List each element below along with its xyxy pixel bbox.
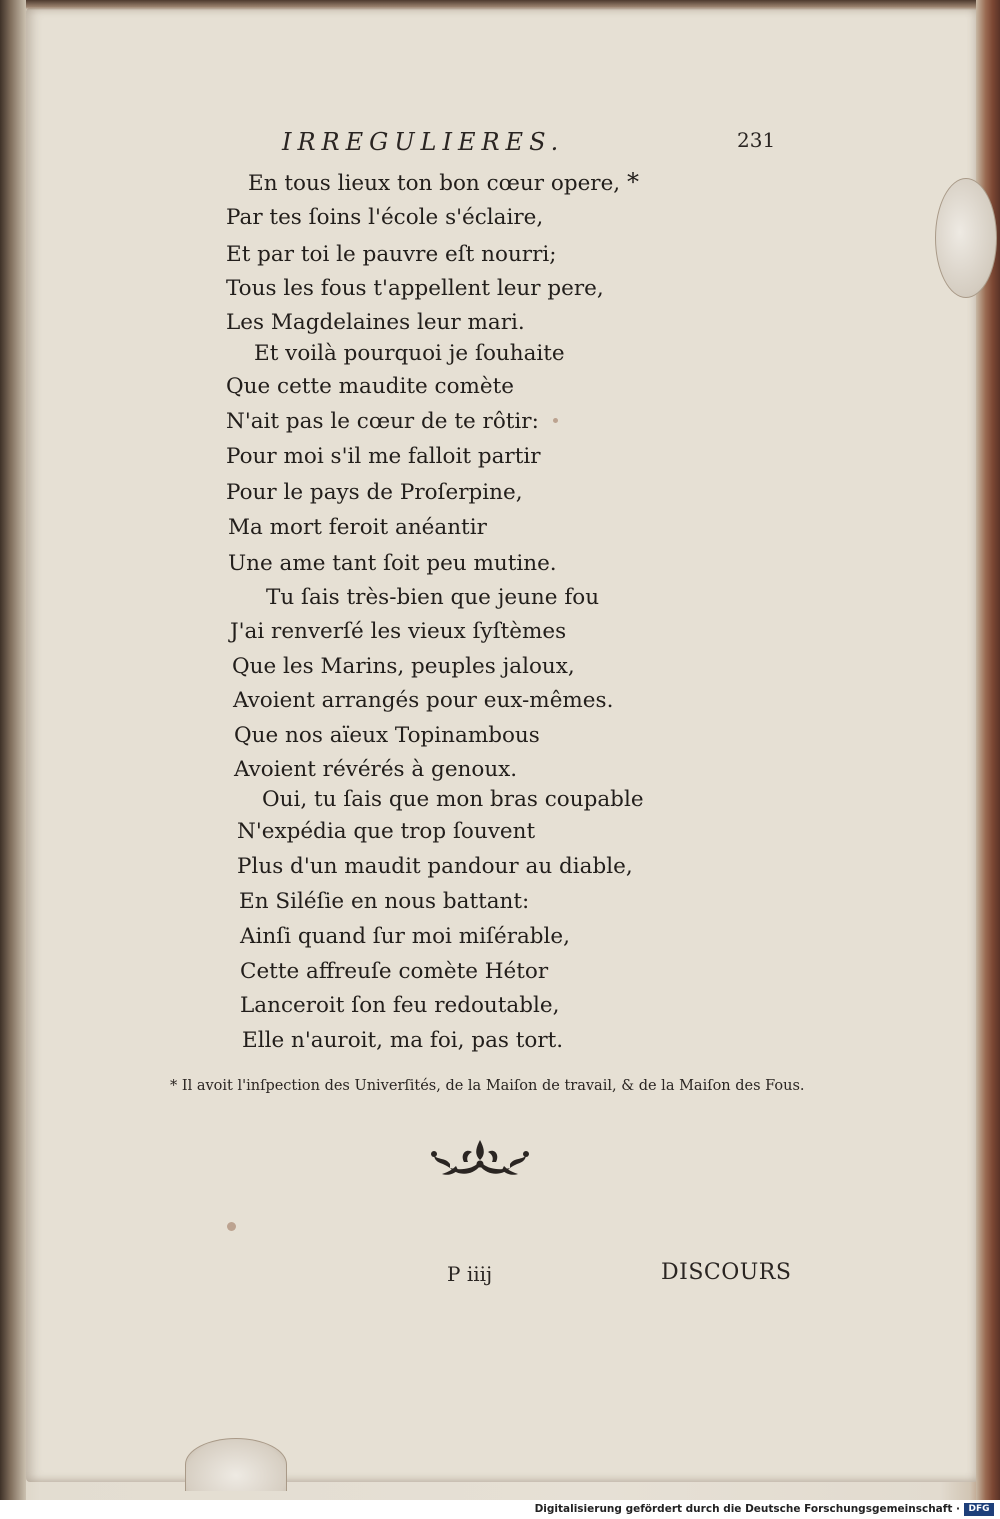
paper-stain <box>227 1222 236 1231</box>
poem-line: Elle n'auroit, ma foi, pas tort. <box>242 1028 564 1053</box>
poem-line: Et voilà pourquoi je ſouhaite <box>254 341 565 366</box>
signature-mark: P iiij <box>447 1262 493 1286</box>
running-title: IRREGULIERES. <box>282 128 565 156</box>
poem-line: Que les Marins, peuples jaloux, <box>232 654 575 679</box>
poem-line: Et par toi le pauvre eſt nourri; <box>226 242 557 267</box>
poem-line: Lanceroit ſon feu redoutable, <box>240 993 560 1018</box>
poem-line: En Siléſie en nous battant: <box>239 889 530 914</box>
poem-line: Les Magdelaines leur mari. <box>226 310 525 335</box>
dfg-logo-icon: DFG <box>964 1503 994 1516</box>
page-number: 231 <box>737 128 776 152</box>
poem-line: Ainſi quand ſur moi miſérable, <box>240 924 570 949</box>
poem-line: Par tes ſoins l'école s'éclaire, <box>226 205 544 230</box>
poem-line: Tous les fous t'appellent leur pere, <box>226 276 604 301</box>
book-top-edge <box>0 0 1000 10</box>
fleuron-ornament-icon <box>428 1136 532 1184</box>
poem-line: J'ai renverſé les vieux ſyſtèmes <box>230 619 567 644</box>
poem-line: Avoient arrangés pour eux-mêmes. <box>233 688 614 713</box>
poem-line <box>248 170 639 195</box>
book-spine-edge <box>0 0 26 1500</box>
poem-line: N'expédia que trop ſouvent <box>237 819 536 844</box>
poem-line: Avoient révérés à genoux. <box>234 757 518 782</box>
poem-line: Plus d'un maudit pandour au diable, <box>237 854 633 879</box>
paper-stain <box>553 418 558 423</box>
page-clip-right <box>935 178 997 298</box>
poem-line: Tu ſais très-bien que jeune fou <box>266 585 600 610</box>
poem-line: Que cette maudite comète <box>226 374 514 399</box>
poem-line: Ma mort feroit anéantir <box>228 515 487 540</box>
poem-line: Pour moi s'il me falloit partir <box>226 444 541 469</box>
digitization-credit-bar <box>0 1500 1000 1519</box>
poem-line: Oui, tu ſais que mon bras coupable <box>262 787 644 812</box>
page-clip-bottom <box>185 1438 287 1491</box>
catchword: DISCOURS <box>661 1260 792 1285</box>
poem-line: Une ame tant ſoit peu mutine. <box>228 551 557 576</box>
footnote-marker: * <box>626 168 639 196</box>
poem-line: Pour le pays de Proſerpine, <box>226 480 523 505</box>
poem-line: N'ait pas le cœur de te rôtir: <box>226 409 539 434</box>
poem-line: Cette affreuſe comète Hétor <box>240 959 549 984</box>
credit-text: Digitalisierung gefördert durch die Deutsche Forschungsgemeinschaft · <box>534 1503 960 1515</box>
line-text: En tous lieux ton bon cœur opere, <box>248 171 627 196</box>
poem-line: Que nos aïeux Topinambous <box>234 723 540 748</box>
footnote: * Il avoit l'inſpection des Univerſités, de la Maiſon de travail, & de la Maiſon des Fous. <box>170 1078 805 1094</box>
